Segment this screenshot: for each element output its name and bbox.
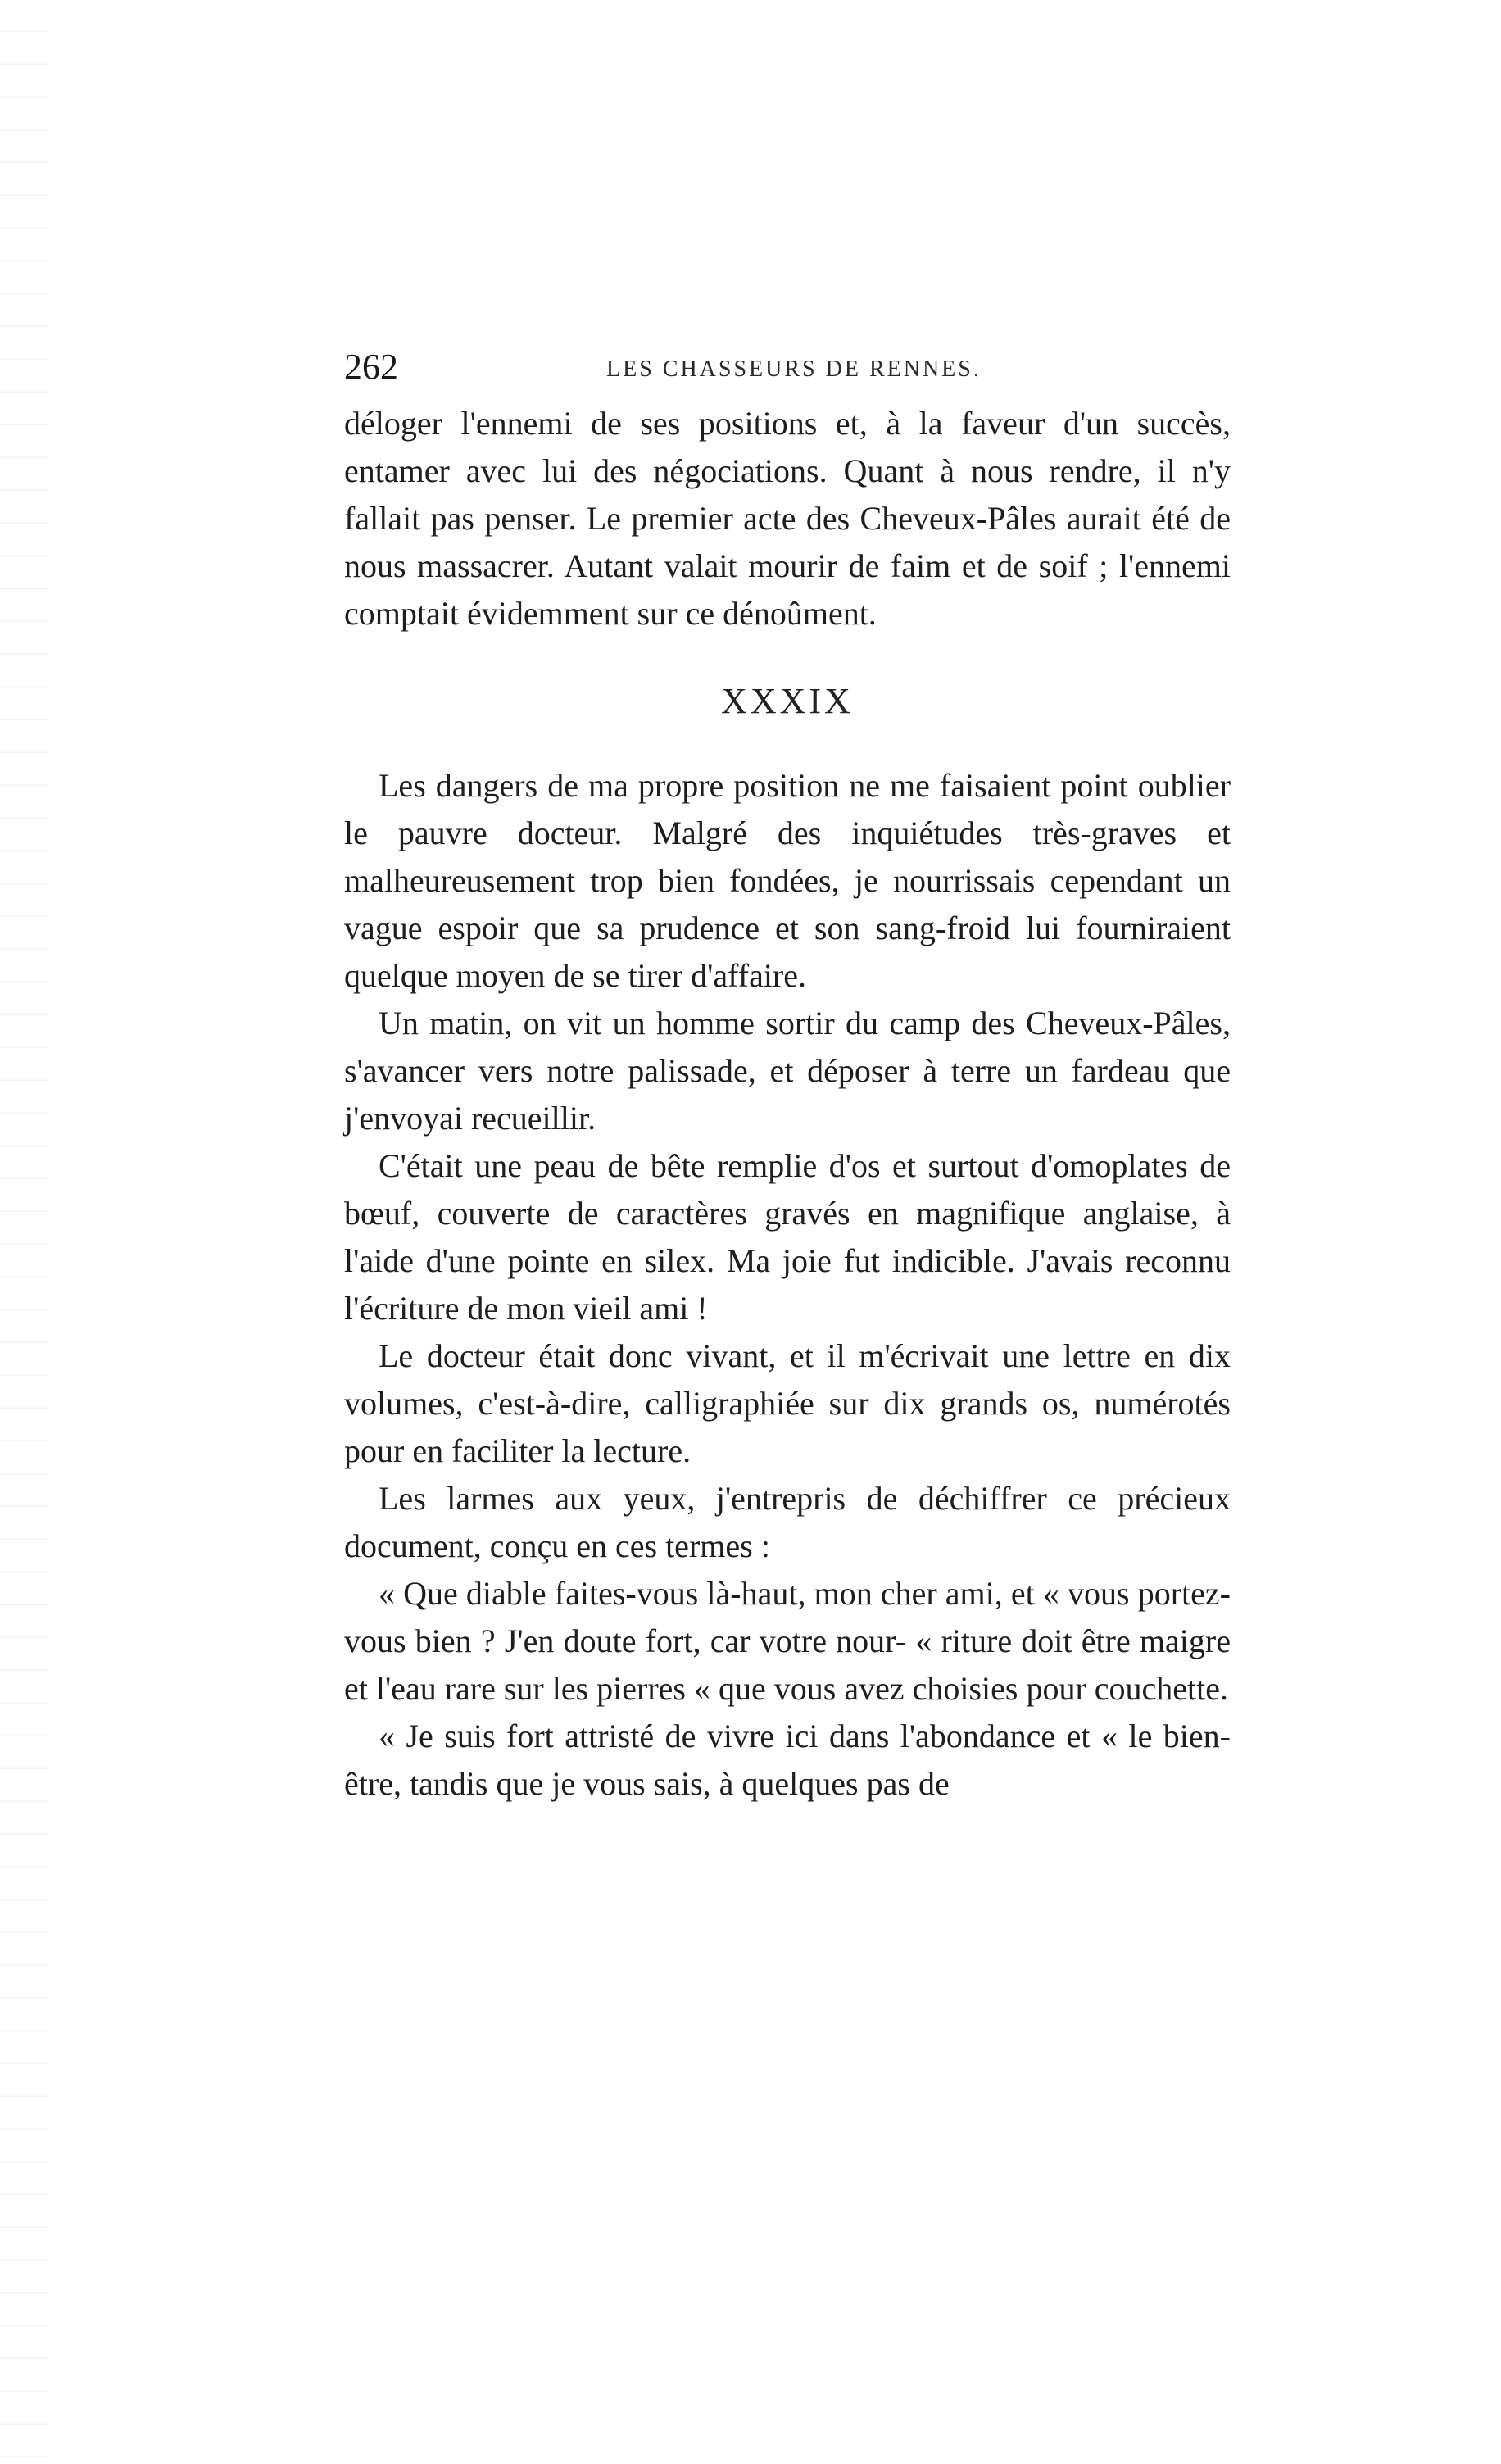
paragraph: Les larmes aux yeux, j'entrepris de déchiffrer ce précieux document, conçu en ces termes : (344, 1480, 1231, 1564)
paragraph: Le docteur était donc vivant, et il m'écrivait une lettre en dix volumes, c'est-à-dire, calligraphiée sur dix grands os, numérotés pour en faciliter la lecture. (344, 1337, 1231, 1469)
chapter-heading: XXXIX (721, 681, 854, 721)
running-title: LES CHASSEURS DE RENNES. (606, 356, 982, 382)
quoted-letter-paragraph: « Que diable faites-vous là-haut, mon cher ami, et « vous portez-vous bien ? J'en doute fort, car votre nour- « riture doit être maigre et l'eau rare sur les pierres « que vous avez choisies pour couchette. (344, 1575, 1231, 1707)
page-number: 262 (344, 347, 398, 387)
text-body (344, 400, 1231, 1808)
quoted-letter-paragraph: « Je suis fort attristé de vivre ici dans l'abondance et « le bien-être, tandis que je vous sais, à quelques pas de (344, 1718, 1231, 1802)
paragraph: C'était une peau de bête remplie d'os et surtout d'omoplates de bœuf, couverte de caractères gravés en magnifique anglaise, à l'aide d'une pointe en silex. Ma joie fut indicible. J'avais reconnu l'écriture de mon vieil ami ! (344, 1147, 1231, 1327)
page-header (344, 343, 1231, 392)
paragraph: déloger l'ennemi de ses positions et, à la faveur d'un succès, entamer avec lui des négociations. Quant à nous rendre, il n'y fallait pas penser. Le premier acte des Cheveux-Pâles aurait été de nous massacrer. Autant valait mourir de faim et de soif ; l'ennemi comptait évidemment sur ce dénoûment. (344, 405, 1231, 632)
scan-edge-artifact (0, 0, 49, 2464)
paragraph: Les dangers de ma propre position ne me faisaient point oublier le pauvre docteur. Malgré des inquiétudes très-graves et malheureusement trop bien fondées, je nourrissais cependant un vague espoir que sa prudence et son sang-froid lui fourniraient quelque moyen de se tirer d'affaire. (344, 767, 1231, 994)
paragraph: Un matin, on vit un homme sortir du camp des Cheveux-Pâles, s'avancer vers notre palissade, et déposer à terre un fardeau que j'envoyai recueillir. (344, 1005, 1231, 1137)
